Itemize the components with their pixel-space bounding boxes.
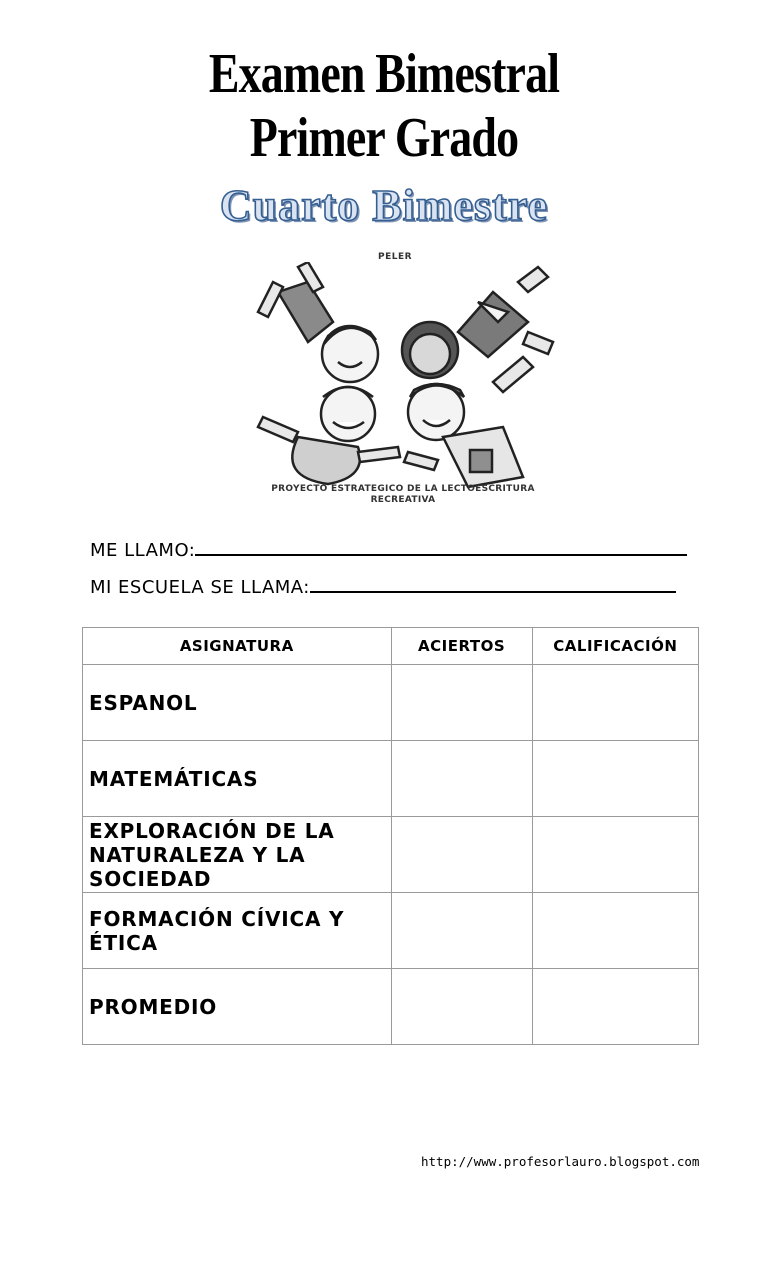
header-calificacion: CALIFICACIÓN bbox=[532, 628, 698, 665]
grades-table bbox=[82, 627, 699, 1045]
name-field-row bbox=[90, 538, 687, 561]
logo-caption-line2: RECREATIVA bbox=[370, 495, 436, 505]
subject-cell: PROMEDIO bbox=[83, 969, 392, 1045]
calificacion-cell[interactable] bbox=[532, 817, 698, 893]
name-label: ME LLAMO: bbox=[90, 540, 196, 561]
logo-tag: PELER bbox=[378, 252, 413, 262]
aciertos-cell[interactable] bbox=[391, 817, 532, 893]
exam-title: Examen Bimestral bbox=[208, 43, 560, 105]
aciertos-cell[interactable] bbox=[391, 665, 532, 741]
school-label: MI ESCUELA SE LLAMA: bbox=[90, 577, 310, 598]
calificacion-cell[interactable] bbox=[532, 741, 698, 817]
grade-title: Primer Grado bbox=[249, 107, 519, 169]
aciertos-cell[interactable] bbox=[391, 741, 532, 817]
calificacion-cell[interactable] bbox=[532, 893, 698, 969]
name-blank-line[interactable] bbox=[195, 538, 687, 556]
aciertos-cell[interactable] bbox=[391, 893, 532, 969]
subject-cell: FORMACIÓN CÍVICA Y ÉTICA bbox=[83, 893, 392, 969]
header-asignatura: ASIGNATURA bbox=[83, 628, 392, 665]
school-field-row bbox=[90, 575, 676, 598]
header-aciertos: ACIERTOS bbox=[391, 628, 532, 665]
table-row bbox=[83, 817, 699, 893]
subject-cell: ESPANOL bbox=[83, 665, 392, 741]
children-circle-illustration bbox=[238, 262, 568, 494]
calificacion-cell[interactable] bbox=[532, 969, 698, 1045]
subject-cell: MATEMÁTICAS bbox=[83, 741, 392, 817]
logo-caption-line1: PROYECTO ESTRATEGICO DE LA LECTOESCRITURA bbox=[271, 484, 535, 494]
footer-url-link[interactable]: http://www.profesorlauro.blogspot.com bbox=[421, 1154, 700, 1169]
table-row bbox=[83, 665, 699, 741]
calificacion-cell[interactable] bbox=[532, 665, 698, 741]
table-row bbox=[83, 969, 699, 1045]
aciertos-cell[interactable] bbox=[391, 969, 532, 1045]
table-header-row bbox=[83, 628, 699, 665]
subject-cell: EXPLORACIÓN DE LA NATURALEZA Y LA SOCIEDAD bbox=[83, 817, 392, 893]
school-blank-line[interactable] bbox=[310, 575, 676, 593]
table-row bbox=[83, 741, 699, 817]
peler-logo bbox=[238, 248, 568, 510]
bimester-subtitle: Cuarto Bimestre bbox=[219, 181, 549, 230]
table-row bbox=[83, 893, 699, 969]
